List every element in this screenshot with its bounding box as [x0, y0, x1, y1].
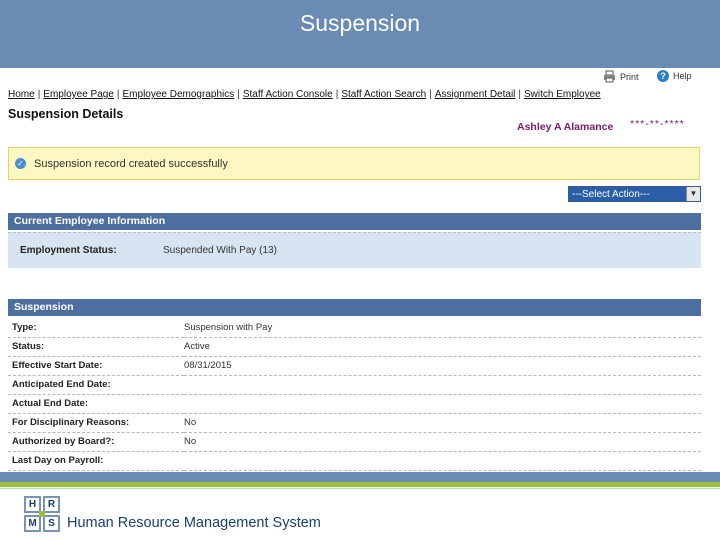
authorized-by-board-label: Authorized by Board?:: [8, 432, 184, 451]
employee-ssn: ***-**-****: [630, 118, 685, 130]
current-employee-info-header: Current Employee Information: [8, 213, 701, 230]
disciplinary-reasons-value: No: [184, 413, 701, 432]
suspension-section-header: Suspension: [8, 299, 701, 316]
type-label: Type:: [8, 318, 184, 337]
logo-letter: M: [24, 515, 41, 532]
nav-separator: |: [37, 89, 41, 100]
logo-letter: H: [24, 496, 41, 513]
table-row: [8, 432, 701, 451]
help-link[interactable]: [657, 70, 692, 82]
logo-center-square: [39, 511, 45, 517]
nav-separator: |: [429, 89, 432, 100]
chevron-down-icon[interactable]: ▼: [686, 187, 700, 201]
authorized-by-board-value: No: [184, 432, 701, 451]
nav-separator: |: [335, 89, 339, 100]
nav-separator: |: [518, 89, 522, 100]
employment-status-label: Employment Status:: [20, 245, 117, 256]
slide-title-bar: [0, 0, 720, 68]
printer-icon: [603, 70, 616, 83]
nav-employee-demographics[interactable]: Employee Demographics: [122, 89, 235, 100]
nav-home[interactable]: Home: [8, 89, 35, 100]
logo-letter: S: [43, 515, 60, 532]
actual-end-date-label: Actual End Date:: [8, 394, 184, 413]
type-value: Suspension with Pay: [184, 318, 701, 337]
success-message-box: [8, 147, 700, 180]
nav-staff-action-search[interactable]: Staff Action Search: [341, 89, 427, 100]
select-action-value: ---Select Action---: [572, 188, 650, 200]
nav-assignment-detail[interactable]: Assignment Detail: [434, 89, 516, 100]
print-link[interactable]: [603, 70, 639, 83]
actual-end-date-value: [184, 394, 701, 413]
disciplinary-reasons-label: For Disciplinary Reasons:: [8, 413, 184, 432]
status-value: Active: [184, 337, 701, 356]
page-title: Suspension Details: [8, 107, 124, 121]
select-action-dropdown[interactable]: [568, 186, 701, 202]
employee-name: Ashley A Alamance: [517, 121, 614, 133]
last-day-on-payroll-label: Last Day on Payroll:: [8, 451, 184, 470]
help-icon: ?: [657, 70, 669, 82]
footer-green-stripe: [0, 482, 720, 487]
current-employee-info-panel: [8, 232, 701, 268]
anticipated-end-date-label: Anticipated End Date:: [8, 375, 184, 394]
table-row: [8, 356, 701, 375]
status-label: Status:: [8, 337, 184, 356]
effective-start-date-value: 08/31/2015: [184, 356, 701, 375]
nav-employee-page[interactable]: Employee Page: [43, 89, 114, 100]
employment-status-value: Suspended With Pay (13): [163, 245, 277, 256]
suspension-details-table: [8, 318, 701, 471]
table-row: [8, 394, 701, 413]
nav-staff-action-console[interactable]: Staff Action Console: [242, 89, 333, 100]
success-message: Suspension record created successfully: [34, 157, 228, 170]
table-row: [8, 413, 701, 432]
footer-blue-stripe: [0, 472, 720, 482]
info-check-icon: ✓: [15, 158, 26, 169]
help-label: Help: [673, 71, 692, 81]
table-row: [8, 318, 701, 337]
nav-switch-employee[interactable]: Switch Employee: [524, 89, 601, 100]
nav-separator: |: [116, 89, 120, 100]
table-row: [8, 451, 701, 470]
system-name: Human Resource Management System: [67, 515, 321, 531]
last-day-on-payroll-value: [184, 451, 701, 470]
nav-separator: |: [237, 89, 240, 100]
table-row: [8, 375, 701, 394]
print-label: Print: [620, 71, 639, 82]
footer-divider: [0, 488, 720, 489]
logo-letter: R: [43, 496, 60, 513]
anticipated-end-date-value: [184, 375, 701, 394]
effective-start-date-label: Effective Start Date:: [8, 356, 184, 375]
breadcrumb-nav: [8, 89, 601, 100]
table-row: [8, 337, 701, 356]
slide-title: Suspension: [299, 10, 421, 36]
